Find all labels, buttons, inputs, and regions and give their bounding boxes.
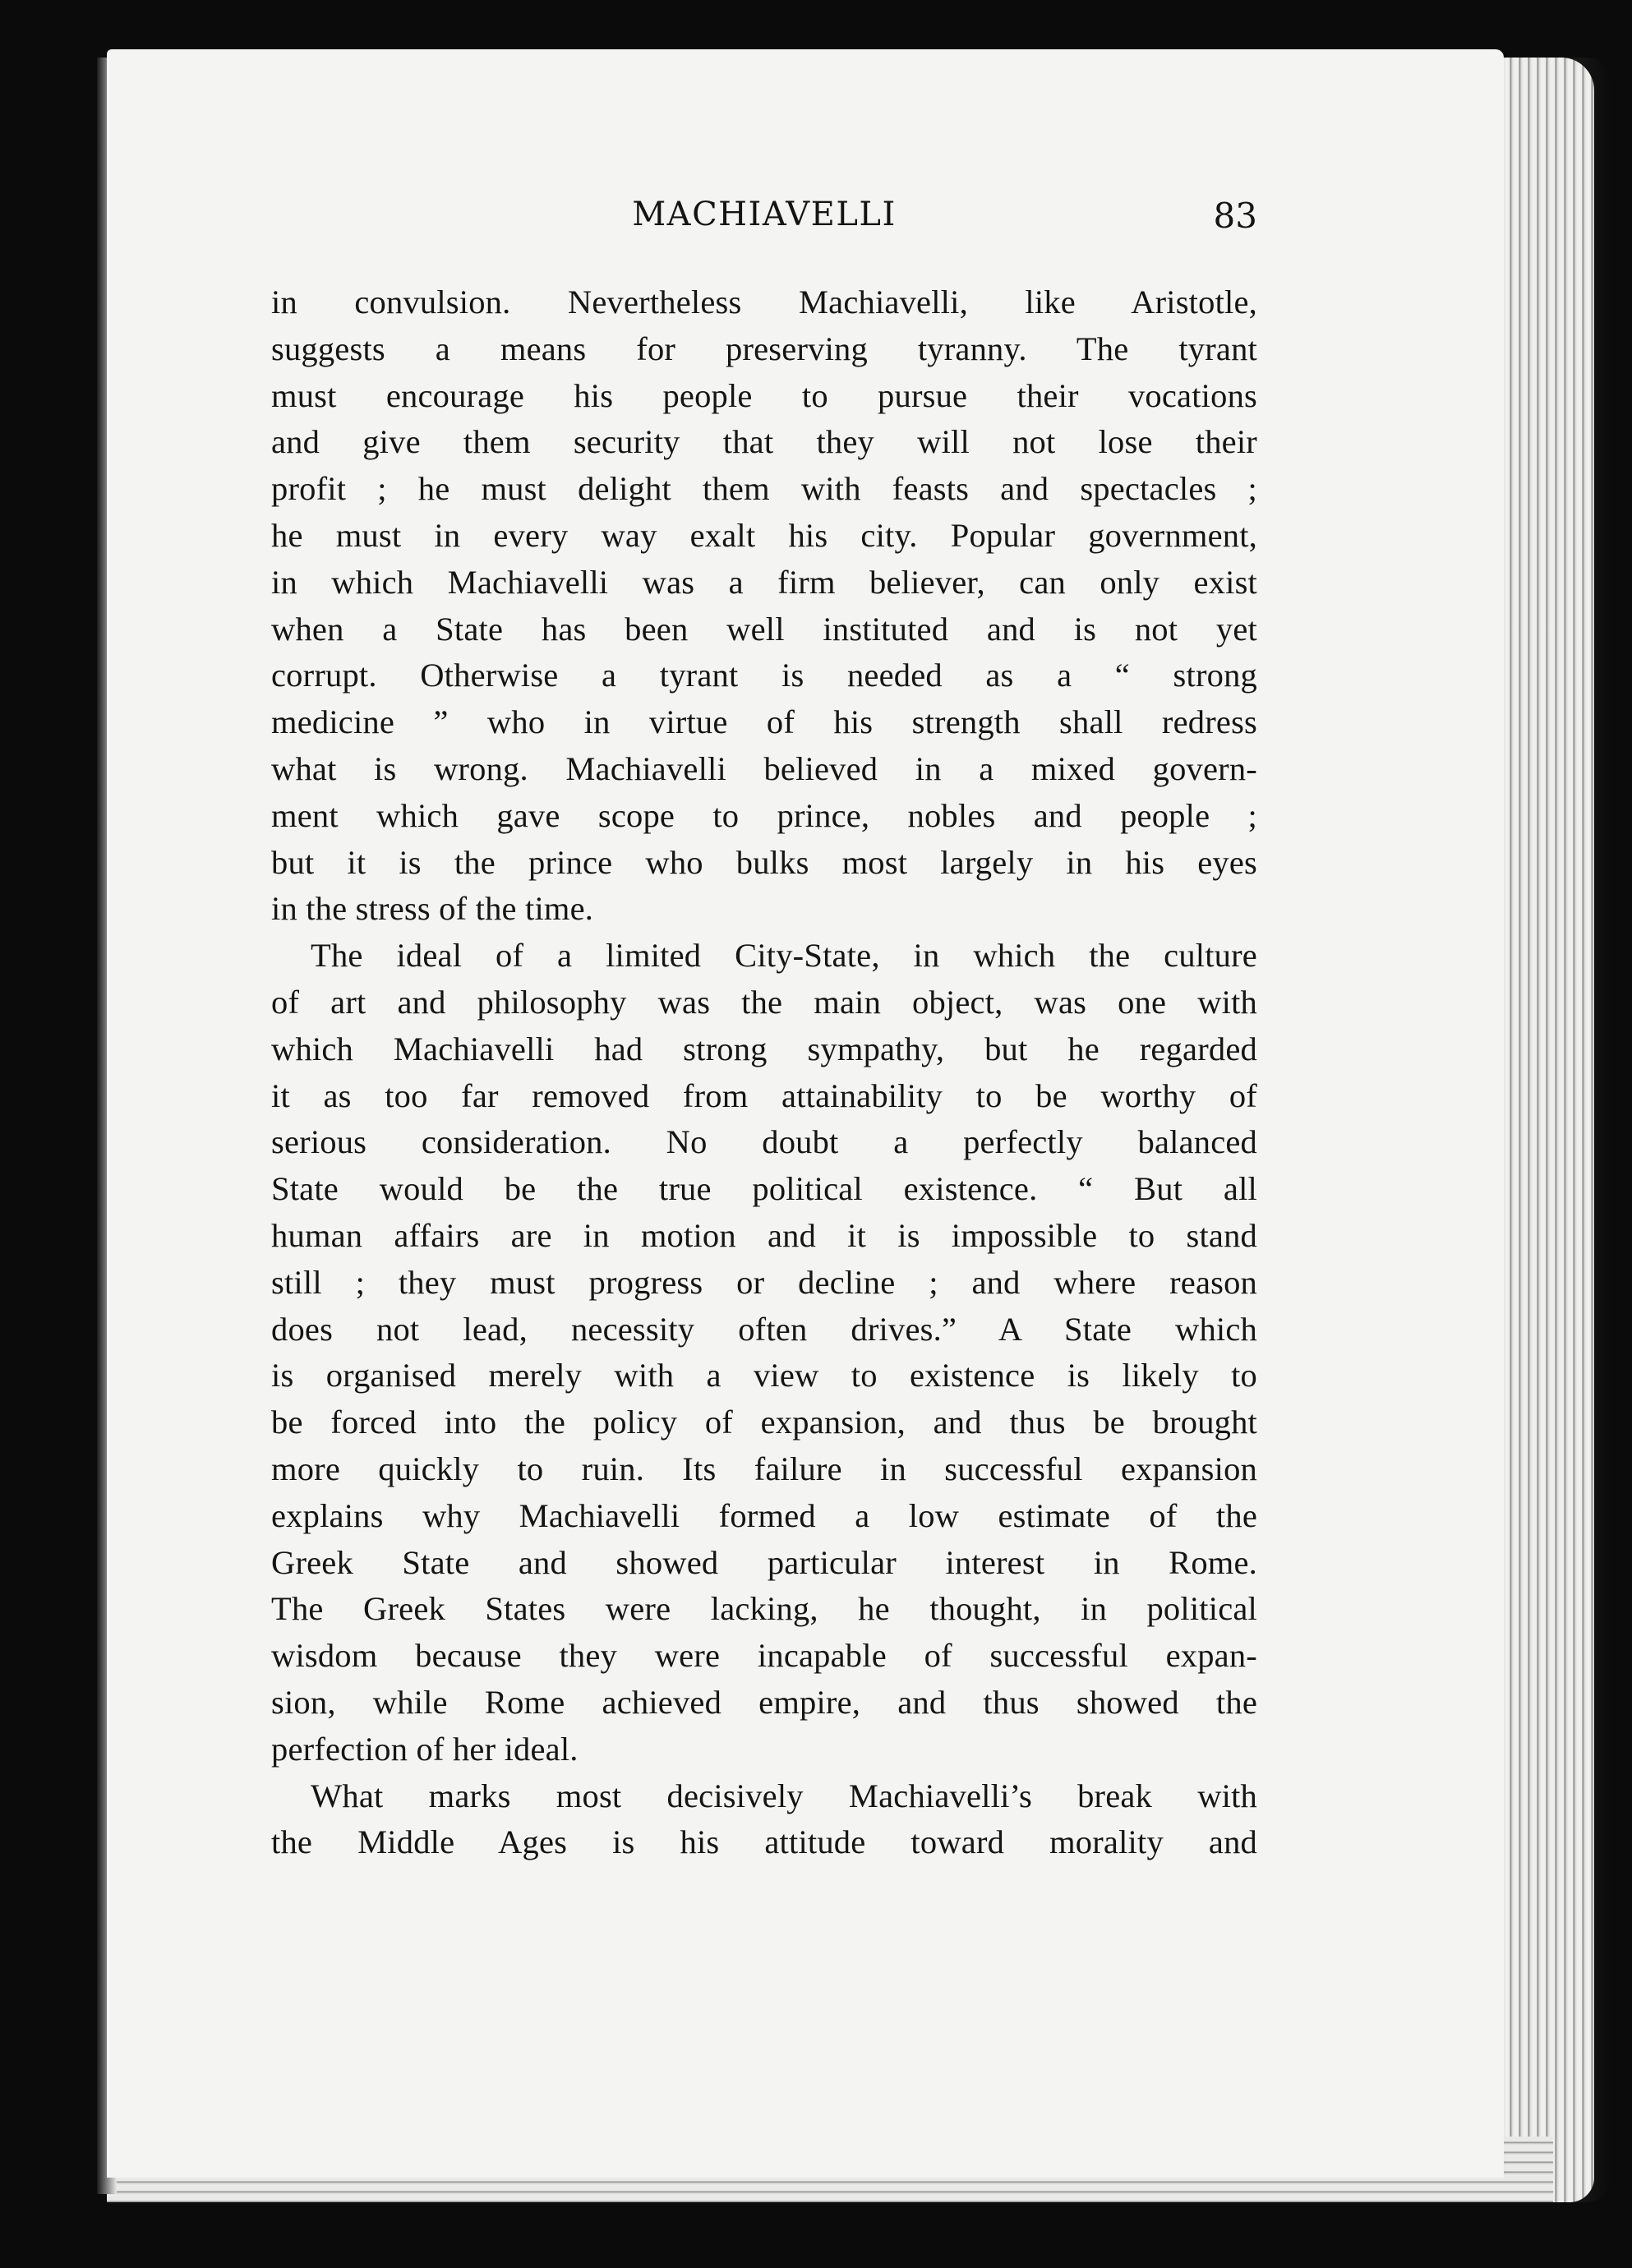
text-line: still ; they must progress or decline ; and where reason — [271, 1263, 1257, 1301]
running-head — [271, 187, 1257, 253]
page-number: 83 — [1213, 196, 1257, 236]
text-line: corrupt. Otherwise a tyrant is needed as a “ strong — [271, 657, 1257, 694]
text-line: be forced into the policy of expansion, and thus be brought — [271, 1404, 1257, 1441]
text-line: sion, while Rome achieved empire, and thus showed the — [271, 1683, 1257, 1721]
text-line: must encourage his people to pursue their vocations — [271, 376, 1257, 414]
text-line: The ideal of a limited City-State, in which the culture — [311, 937, 1257, 975]
text-line: he must in every way exalt his city. Popular government, — [271, 516, 1257, 554]
text-line: and give them security that they will not lose their — [271, 423, 1257, 461]
text-line: profit ; he must delight them with feasts and spectacles ; — [271, 470, 1257, 508]
text-line: does not lead, necessity often drives.” A State which — [271, 1310, 1257, 1348]
text-line: What marks most decisively Machiavelli’s break with — [311, 1777, 1257, 1814]
text-line: it as too far removed from attainability to be worthy of — [271, 1076, 1257, 1114]
text-line: wisdom because they were incapable of successful expan- — [271, 1637, 1257, 1675]
text-line: explains why Machiavelli formed a low estimate of the — [271, 1496, 1257, 1534]
text-line: ment which gave scope to prince, nobles and people ; — [271, 796, 1257, 834]
text-line: when a State has been well instituted and is not yet — [271, 610, 1257, 648]
text-line: perfection of her ideal. — [271, 1730, 579, 1768]
text-line: in the stress of the time. — [271, 890, 594, 928]
text-line: is organised merely with a view to existence is likely to — [271, 1357, 1257, 1394]
text-line: the Middle Ages is his attitude toward morality and — [271, 1823, 1257, 1861]
running-title: MACHIAVELLI — [632, 196, 897, 233]
text-line: State would be the true political existence. “ But all — [271, 1170, 1257, 1208]
body-text — [271, 279, 1257, 1866]
text-line: in convulsion. Nevertheless Machiavelli, like Aristotle, — [271, 284, 1257, 320]
text-line: more quickly to ruin. Its failure in successful expansion — [271, 1450, 1257, 1487]
text-line: but it is the prince who bulks most largely in his eyes — [271, 843, 1257, 881]
text-line: which Machiavelli had strong sympathy, but he regarded — [271, 1030, 1257, 1067]
text-line: medicine ” who in virtue of his strength shall redress — [271, 703, 1257, 741]
text-line: serious consideration. No doubt a perfectly balanced — [271, 1123, 1257, 1161]
text-line: in which Machiavelli was a firm believer, can only exist — [271, 563, 1257, 601]
text-line: what is wrong. Machiavelli believed in a mixed govern- — [271, 749, 1257, 787]
text-line: human affairs are in motion and it is impossible to stand — [271, 1216, 1257, 1254]
scan-background-bottom — [0, 2202, 1632, 2268]
text-line: Greek State and showed particular interest in Rome. — [271, 1543, 1257, 1581]
text-line: suggests a means for preserving tyranny. The tyrant — [271, 330, 1257, 367]
text-line: of art and philosophy was the main object, was one with — [271, 983, 1257, 1021]
text-line: The Greek States were lacking, he thought, in political — [271, 1590, 1257, 1628]
